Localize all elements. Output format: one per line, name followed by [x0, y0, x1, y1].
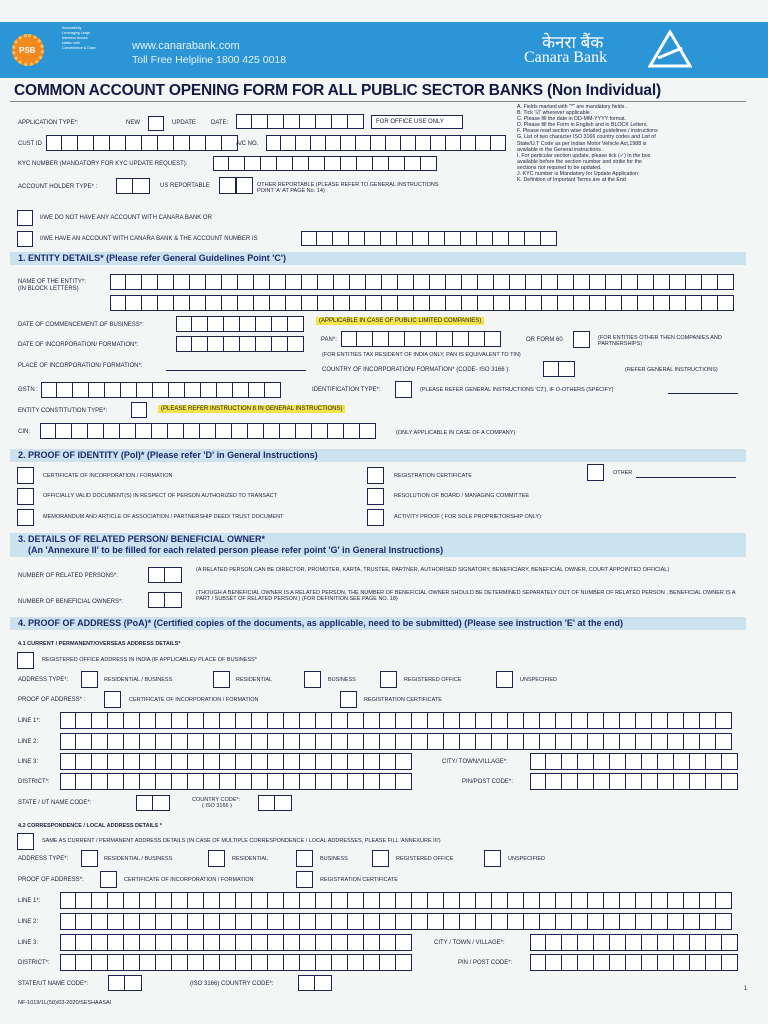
update-label: UPDATE: [172, 120, 196, 126]
address-type-checkbox[interactable]: [213, 671, 230, 688]
instruction-item: K. Definition of Important Terms are at the End: [517, 177, 626, 184]
address-type-option: UNSPECIFIED: [520, 677, 557, 683]
no-account-label: I/WE DO NOT HAVE ANY ACCOUNT WITH CANARA BANK OR: [40, 215, 212, 221]
state-label-2: STATE/UT NAME CODE*:: [18, 981, 89, 987]
instruction-item: State/U.T Code as per Indian Motor Vehicle Act,1988 is: [517, 140, 647, 147]
cust-id-field[interactable]: [46, 135, 238, 151]
section-3-title: 3. DETAILS OF RELATED PERSON/ BENEFICIAL OWNER*: [18, 534, 266, 544]
id-type-label: IDENTIFICATION TYPE*:: [312, 387, 381, 393]
address-type-label: ADDRESS TYPE*:: [18, 677, 69, 683]
section-1-title: 1. ENTITY DETAILS* (Please refer General Guidelines Point 'C'): [18, 253, 287, 263]
section-2-title: 2. PROOF OF IDENTITY (PoI)* (Please refer 'D' in General Instructions): [18, 450, 318, 460]
id-type-checkbox[interactable]: [395, 381, 412, 398]
poa-checkbox[interactable]: [100, 871, 117, 888]
poa-option: REGISTRATION CERTIFICATE: [320, 877, 398, 883]
instruction-item: D. Please fill the Form in English and in BLOCK Letters.: [517, 122, 649, 129]
country-code-text: COUNTRY CODE*:: [192, 797, 241, 803]
instruction-item: J. KYC number is Mandatory for Update Application: [517, 171, 639, 178]
date-label: DATE:: [211, 120, 229, 126]
entity-name-row-1[interactable]: [110, 274, 734, 290]
corr-address-line-2[interactable]: [60, 913, 732, 930]
poa-option: CERTIFICATE OF INCORPORATION / FORMATION: [129, 697, 259, 703]
instructions-list: [517, 104, 747, 183]
id-type-note: (PLEASE REFER GENERAL INSTRUCTIONS 'C2'), IF O-OTHERS (SPECIFY): [420, 387, 614, 393]
instruction-item: I. For particular section update, please tick (✓) in the box: [517, 152, 651, 159]
state-field[interactable]: [136, 795, 170, 811]
section-3-header: [10, 533, 746, 557]
form60-checkbox[interactable]: [573, 331, 590, 348]
address-type-option: BUSINESS: [328, 677, 356, 683]
same-address-checkbox[interactable]: [17, 833, 34, 850]
ac-no-field[interactable]: [266, 135, 506, 151]
proof-of-address-label: PROOF OF ADDRESS* :: [18, 697, 86, 703]
bank-name-hindi: केनरा बैंक: [542, 33, 604, 52]
beneficial-owners-note: (THOUGH A BENEFICIAL OWNER IS A RELATED PERSON, THE NUMBER OF BENEFICIAL OWNER SHOULD BE DETERMINED SEPARATELY OUT OF NUMBER OF RELATED PERSON , BENEFICIAL OWNER IS A PART / SUBSET OF RELATED PERSON ) (FOR DEFINITION SEE PAGE NO. 18): [196, 590, 736, 603]
instruction-item: F. Please read section wise detailed guidelines / instructions: [517, 128, 658, 135]
ac-no-label: A/C NO.: [236, 141, 259, 147]
proof-of-address-label-2: PROOF OF ADDRESS*:: [18, 877, 84, 883]
instruction-item: C. Please fill the date in DD-MM-YYYY format.: [517, 116, 627, 123]
psb-logo: [12, 34, 44, 66]
poa-checkbox[interactable]: [104, 691, 121, 708]
address-type-option: REGISTERED OFFICE: [404, 677, 462, 683]
public-ltd-highlight: (APPLICABLE IN CASE OF PUBLIC LIMITED COMPANIES): [316, 317, 484, 325]
poa-checkbox[interactable]: [340, 691, 357, 708]
corr-state-field[interactable]: [108, 975, 142, 991]
existing-account-field[interactable]: [301, 231, 557, 246]
country-note: (REFER GENERAL INSTRUCTIONS): [625, 367, 718, 373]
address-type-option: RESIDENTIAL: [232, 856, 269, 862]
incorporation-label: DATE OF INCORPORATION/ FORMATION*:: [18, 342, 139, 348]
city-label: CITY/ TOWN/VILLAGE*:: [442, 759, 508, 765]
new-label: NEW: [126, 120, 140, 126]
incorporation-date-field[interactable]: [176, 336, 304, 352]
address-type-label-2: ADDRESS TYPE*:: [18, 856, 69, 862]
address-type-option: REGISTERED OFFICE: [396, 856, 454, 862]
application-type-label: APPLICATION TYPE*:: [18, 120, 79, 126]
address-type-option: RESIDENTIAL / BUSINESS: [104, 856, 173, 862]
section-1-header: [10, 252, 746, 265]
corr-pin-field[interactable]: [530, 954, 738, 971]
poi-checkbox[interactable]: [367, 509, 384, 526]
line3-label: LINE 3:: [18, 759, 39, 765]
corr-city-field[interactable]: [530, 934, 738, 951]
district-label: DISTRICT*:: [18, 779, 50, 785]
place-label: PLACE OF INCORPORATION/ FORMATION*:: [18, 363, 143, 369]
address-type-checkbox[interactable]: [304, 671, 321, 688]
pan-note: (FOR ENTITIES TAX RESIDENT OF INDIA ONLY, PAN IS EQUIVALENT TO TIN): [322, 352, 521, 358]
poi-other-checkbox[interactable]: [587, 464, 604, 481]
pan-label: PAN*:: [321, 337, 337, 343]
section-4-title: 4. PROOF OF ADDRESS (PoA)* (Certified copies of the documents, as applicable, need to be submitted) (Please see instruction 'E' at the end): [18, 618, 624, 628]
poi-checkbox[interactable]: [17, 488, 34, 505]
no-account-checkbox[interactable]: [17, 210, 33, 226]
address-line-2[interactable]: [60, 733, 732, 750]
page-number: 1: [744, 986, 748, 992]
instruction-item: available in the General instructions .: [517, 146, 604, 153]
reg-office-checkbox[interactable]: [17, 652, 34, 669]
line3-label-2: LINE 3:: [18, 940, 39, 946]
same-address-label: SAME AS CURRENT / PERMANENT ADDRESS DETAILS (IN CASE OF MULTIPLE CORRESPONDENCE / LOCAL ADDRESSES, PLEASE FILL 'ANNEXURE III'): [42, 838, 441, 844]
address-type-checkbox[interactable]: [208, 850, 225, 867]
form60-label: OR FORM 60: [526, 337, 563, 343]
poi-option-label: CERTIFICATE OF INCORPORATION / FORMATION: [43, 473, 173, 479]
pin-label: PIN/POST CODE*:: [462, 779, 513, 785]
address-type-checkbox[interactable]: [81, 850, 98, 867]
instruction-item: B. Tick '☑' wherever applicable .: [517, 110, 593, 117]
form60-note: (FOR ENTITIES OTHER THEN COMPANIES AND PARTNERSHIPS): [598, 335, 722, 348]
address-type-checkbox[interactable]: [372, 850, 389, 867]
office-use-label: FOR OFFICE USE ONLY: [376, 119, 444, 125]
other-reportable-label: OTHER REPORTABLE (PLEASE REFER TO GENERAL INSTRUCTIONS POINT 'A' AT PAGE No. 14): [257, 182, 439, 195]
corr-address-line-3[interactable]: [60, 934, 412, 951]
kyc-label: KYC NUMBER (MANDATORY FOR KYC UPDATE REQUEST):: [18, 161, 188, 167]
country-code-label-2: (ISO 3166) COUNTRY CODE*:: [190, 981, 274, 987]
poa-option: CERTIFICATE OF INCORPORATION / FORMATION: [124, 877, 254, 883]
related-persons-note: (A RELATED PERSON CAN BE DIRECTOR, PROMOTER, KARTA, TRUSTEE, PARTNER, AUTHORISED SIGNATORY, BENEFICIARY, BENEFICIAL OWNER, COURT APPOINTED OFFICIAL): [196, 567, 670, 573]
address-type-checkbox[interactable]: [496, 671, 513, 688]
address-type-option: BUSINESS: [320, 856, 348, 862]
corr-district-field[interactable]: [60, 954, 412, 971]
instr8-highlight: (PLEASE REFER INSTRUCTION 8 IN GENERAL INSTRUCTIONS): [158, 405, 345, 413]
entity-name-row-2[interactable]: [110, 295, 734, 311]
poi-checkbox[interactable]: [367, 467, 384, 484]
poa-option: REGISTRATION CERTIFICATE: [364, 697, 442, 703]
beneficial-owners-field[interactable]: [148, 592, 182, 608]
section-4-header: [10, 617, 746, 630]
have-account-checkbox[interactable]: [17, 231, 33, 247]
address-type-option: RESIDENTIAL: [236, 677, 273, 683]
poi-option-label: MEMORANDUM AND ARTICLE OF ASSOCIATION / PARTNERSHIP DEED/ TRUST DOCUMENT: [43, 514, 284, 520]
address-line-3[interactable]: [60, 753, 412, 770]
country-label: COUNTRY OF INCORPORATION/ FORMATION* (CODE- ISO 3166 ):: [322, 367, 510, 373]
date-field[interactable]: [236, 114, 364, 129]
line2-label-2: LINE 2:: [18, 919, 39, 925]
poi-checkbox[interactable]: [367, 488, 384, 505]
commencement-label: DATE OF COMMENCEMENT OF BUSINESS*:: [18, 322, 144, 328]
cin-label: CIN:: [18, 429, 30, 435]
pin-label-2: PIN / POST CODE*:: [458, 960, 513, 966]
instruction-item: A. Fields marked with "*" are mandatory fields .: [517, 104, 628, 110]
iso-text: ( ISO 3166 ): [202, 803, 232, 810]
country-code-field[interactable]: [258, 795, 292, 811]
office-use-box: [371, 115, 463, 129]
cin-note: (ONLY APPLICABLE IN CASE OF A COMPANY): [396, 430, 516, 436]
psb-tagline: Accessibility Leveraging Large Interface Across Nation with Convenience & Ease: [62, 26, 96, 50]
us-reportable-label: US REPORTABLE: [160, 183, 210, 189]
corr-address-line-1[interactable]: [60, 892, 732, 909]
poi-checkbox[interactable]: [17, 467, 34, 484]
us-reportable-checkbox[interactable]: [219, 177, 236, 194]
constitution-label: ENTITY CONSTITUTION TYPE*:: [18, 408, 108, 414]
bank-name: Canara Bank: [524, 49, 608, 66]
have-account-label: I/WE HAVE AN ACCOUNT WITH CANARA BANK & THE ACCOUNT NUMBER IS: [40, 236, 258, 242]
state-label: STATE / UT NAME CODE*:: [18, 800, 92, 806]
address-line-1[interactable]: [60, 712, 732, 729]
holder-type-label: ACCOUNT HOLDER TYPE* :: [18, 184, 98, 190]
commencement-date-field[interactable]: [176, 316, 304, 332]
address-type-checkbox[interactable]: [81, 671, 98, 688]
corr-country-field[interactable]: [298, 975, 332, 991]
public-ltd-note: [316, 318, 484, 325]
poi-other-label: OTHER: [613, 470, 633, 476]
helpline-text: Toll Free Helpline 1800 425 0018: [132, 54, 287, 66]
instr8-note: [158, 406, 345, 413]
cin-field[interactable]: [40, 423, 376, 439]
sub42-label: 4.2 CORRESPONDENCE / LOCAL ADDRESS DETAILS *: [18, 823, 162, 829]
instruction-item: available before the section number and strike for the: [517, 158, 642, 165]
section-2-header: [10, 449, 746, 462]
psb-logo-text: PSB: [19, 46, 36, 55]
address-type-option: RESIDENTIAL / BUSINESS: [104, 677, 173, 683]
holder-type-field[interactable]: [116, 178, 150, 194]
kyc-field[interactable]: [213, 156, 437, 171]
gstn-label: GSTN :: [18, 387, 39, 393]
entity-name-label: [18, 279, 86, 293]
city-label-2: CITY / TOWN / VILLAGE*:: [434, 940, 505, 946]
poi-option-label: RESOLUTION OF BOARD / MANAGING COMMITTEE: [394, 493, 530, 499]
related-persons-field[interactable]: [148, 567, 182, 583]
poi-option-label: REGISTRATION CERTIFICATE: [394, 473, 472, 479]
poi-checkbox[interactable]: [17, 509, 34, 526]
instruction-item: sections not required to be updated.: [517, 164, 602, 171]
reg-office-label: REGISTERED OFFICE ADDRESS IN INDIA (IF APPLICABLE)/ PLACE OF BUSINESS*: [42, 657, 257, 663]
beneficial-owners-label: NUMBER OF BENEFICIAL OWNERS*:: [18, 599, 124, 605]
poi-option-label: ACTIVITY PROOF ( FOR SOLE PROPRIETORSHIP ONLY): [394, 514, 541, 520]
address-type-option: UNSPECIFIED: [508, 856, 545, 862]
line1-label-2: LINE 1*:: [18, 898, 41, 904]
district-label-2: DISTRICT*:: [18, 960, 50, 966]
entity-name-text: NAME OF THE ENTITY*:: [18, 279, 86, 285]
place-field[interactable]: [166, 370, 306, 371]
website-text: www.canarabank.com: [132, 40, 240, 52]
title-rule: [10, 101, 746, 102]
line2-label: LINE 2:: [18, 739, 39, 745]
poi-option-label: OFFICIALLY VALID DOCUMENT(S) IN RESPECT OF PERSON AUTHORIZED TO TRANSACT: [43, 493, 277, 499]
district-field[interactable]: [60, 773, 412, 790]
gstn-field[interactable]: [41, 382, 281, 398]
sub41-label: 4.1 CURRENT / PERMANENT/OVERSEAS ADDRESS DETAILS*: [18, 641, 181, 647]
cust-id-label: CUST ID: [18, 141, 42, 147]
address-type-checkbox[interactable]: [484, 850, 501, 867]
country-code-label: [192, 797, 240, 810]
form-title: COMMON ACCOUNT OPENING FORM FOR ALL PUBLIC SECTOR BANKS (Non Individual): [14, 82, 661, 99]
section-3-subtitle: (An 'Annexure II' to be filled for each related person please refer point 'G' in General Instructions): [28, 545, 444, 555]
other-reportable-checkbox[interactable]: [236, 177, 253, 194]
country-field[interactable]: [543, 361, 575, 377]
instruction-item: G. List of two character ISO 3166 country codes and List of: [517, 134, 656, 141]
related-persons-label: NUMBER OF RELATED PERSONS*:: [18, 573, 118, 579]
pin-field[interactable]: [530, 773, 738, 790]
address-type-checkbox[interactable]: [296, 850, 313, 867]
new-checkbox[interactable]: [148, 116, 164, 131]
line1-label: LINE 1*:: [18, 718, 41, 724]
canara-logo-icon: [648, 30, 692, 70]
constitution-field[interactable]: [131, 402, 147, 418]
pan-field[interactable]: [341, 331, 501, 347]
city-field[interactable]: [530, 753, 738, 770]
footer-code: NF-1019/1L(50)/03-2020/SESHAASAI: [18, 1000, 112, 1006]
entity-name-subtext: (IN BLOCK LETTERS): [18, 286, 79, 292]
address-type-checkbox[interactable]: [380, 671, 397, 688]
poa-checkbox[interactable]: [296, 871, 313, 888]
poi-other-field[interactable]: [636, 477, 736, 478]
id-other-field[interactable]: [668, 393, 738, 394]
